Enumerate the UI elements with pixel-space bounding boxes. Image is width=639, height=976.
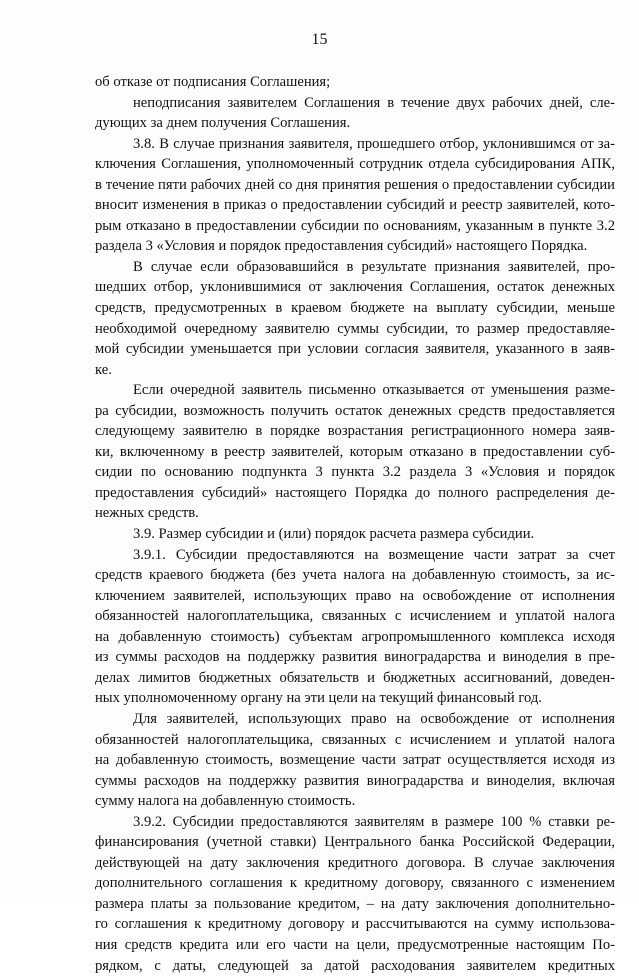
text-line: на добавленную стоимость, возмещение части затрат осуществляется исходя из	[95, 752, 615, 769]
text-line: нежных средств.	[95, 505, 199, 522]
text-line: ния средств кредита или его части на цели, предусмотренные настоящим По-	[95, 936, 615, 953]
text-line: Если очередной заявитель письменно отказывается от уменьшения разме-	[133, 382, 615, 399]
text-line: дующих за днем получения Соглашения.	[95, 115, 351, 132]
document-body	[95, 72, 615, 976]
text-line: об отказе от подписания Соглашения;	[95, 74, 331, 90]
text-line: ключения Соглашения, уполномоченный сотрудник отдела субсидирования АПК,	[95, 156, 615, 173]
page-number: 15	[311, 31, 328, 48]
text-line: в течение пяти рабочих дней со дня принятия решения о предоставлении субсидии	[95, 176, 615, 193]
text-line: финансирования (учетной ставки) Центрального банка Российской Федерации,	[95, 834, 615, 851]
text-line: 3.9. Размер субсидии и (или) порядок расчета размера субсидии.	[133, 526, 535, 543]
text-line: сумму налога на добавленную стоимость.	[95, 793, 356, 810]
text-line: рым отказано в предоставлении субсидии по основаниям, указанным в пункте 3.2	[95, 217, 615, 234]
text-line: мой субсидии уменьшается при условии согласия заявителя, указанного в заяв-	[95, 341, 615, 358]
text-line: шедших отбор, уклонившимися от заключения Соглашения, остаток денежных	[95, 279, 615, 296]
text-line: неподписания заявителем Соглашения в течение двух рабочих дней, сле-	[133, 94, 615, 111]
text-line: 3.9.2. Субсидии предоставляются заявителям в размере 100 % ставки ре-	[133, 813, 615, 830]
text-line: В случае если образовавшийся в результате признания заявителей, про-	[133, 258, 615, 275]
text-line: дополнительного соглашения к кредитному договору, связанного с изменением	[95, 875, 615, 892]
text-line: вносит изменения в приказ о предоставлении субсидий и реестр заявителей, кото-	[95, 197, 615, 214]
text-line: средств краевого бюджета (без учета налога на добавленную стоимость, за ис-	[95, 567, 615, 584]
text-line: го соглашения к кредитному договору и рассчитываются на сумму использова-	[95, 916, 615, 933]
text-line: следующему заявителю в порядке возрастания регистрационного номера заяв-	[95, 423, 615, 440]
text-line: 3.8. В случае признания заявителя, прошедшего отбор, уклонившимся от за-	[133, 135, 615, 152]
text-line: обязанностей налогоплательщика, связанных с исчислением и уплатой налога	[95, 731, 615, 748]
text-line: делах лимитов бюджетных обязательств и бюджетных ассигнований, доведен-	[95, 669, 615, 686]
text-line: Для заявителей, использующих право на освобождение от исполнения	[133, 710, 615, 727]
text-line: ке.	[95, 361, 112, 378]
text-line: суммы расходов на поддержку развития виноградарства и виноделия, включая	[95, 772, 615, 789]
text-line: средств, предусмотренных в краевом бюджете на выплату субсидии, меньше	[95, 300, 615, 317]
text-line: раздела 3 «Условия и порядок предоставления субсидий» настоящего Порядка.	[95, 238, 588, 255]
text-line: ра субсидии, возможность получить остаток денежных средств предоставляется	[95, 402, 615, 419]
text-line: обязанностей налогоплательщика, связанных с исчислением и уплатой налога	[95, 608, 615, 625]
text-line: предоставления субсидий» настоящего Порядка до полного распределения де-	[95, 484, 615, 501]
text-line: 3.9.1. Субсидии предоставляются на возмещение части затрат за счет	[133, 546, 615, 563]
text-line: рядком, с даты, следующей за датой расходования заявителем кредитных	[95, 957, 615, 974]
text-line: на добавленную стоимость) субъектам агропромышленного комплекса исходя	[95, 628, 615, 645]
text-line: действующей на дату заключения кредитного договора. В случае заключения	[95, 854, 615, 871]
text-line: ных уполномоченному органу на эти цели на текущий финансовый год.	[95, 690, 542, 707]
text-line: из суммы расходов на поддержку развития виноградарства и виноделия в пре-	[95, 649, 615, 666]
text-line: размера платы за пользование кредитом, – на дату заключения дополнительно-	[95, 895, 615, 912]
text-line: необходимой очередному заявителю суммы субсидии, то размер предоставляе-	[95, 320, 615, 337]
text-line: ки, включенному в реестр заявителей, которым отказано в предоставлении суб-	[95, 443, 615, 460]
text-line: ключением заявителей, использующих право на освобождение от исполнения	[95, 587, 615, 604]
text-line: сидии по основанию подпункта 3 пункта 3.2 раздела 3 «Условия и порядок	[95, 464, 615, 481]
